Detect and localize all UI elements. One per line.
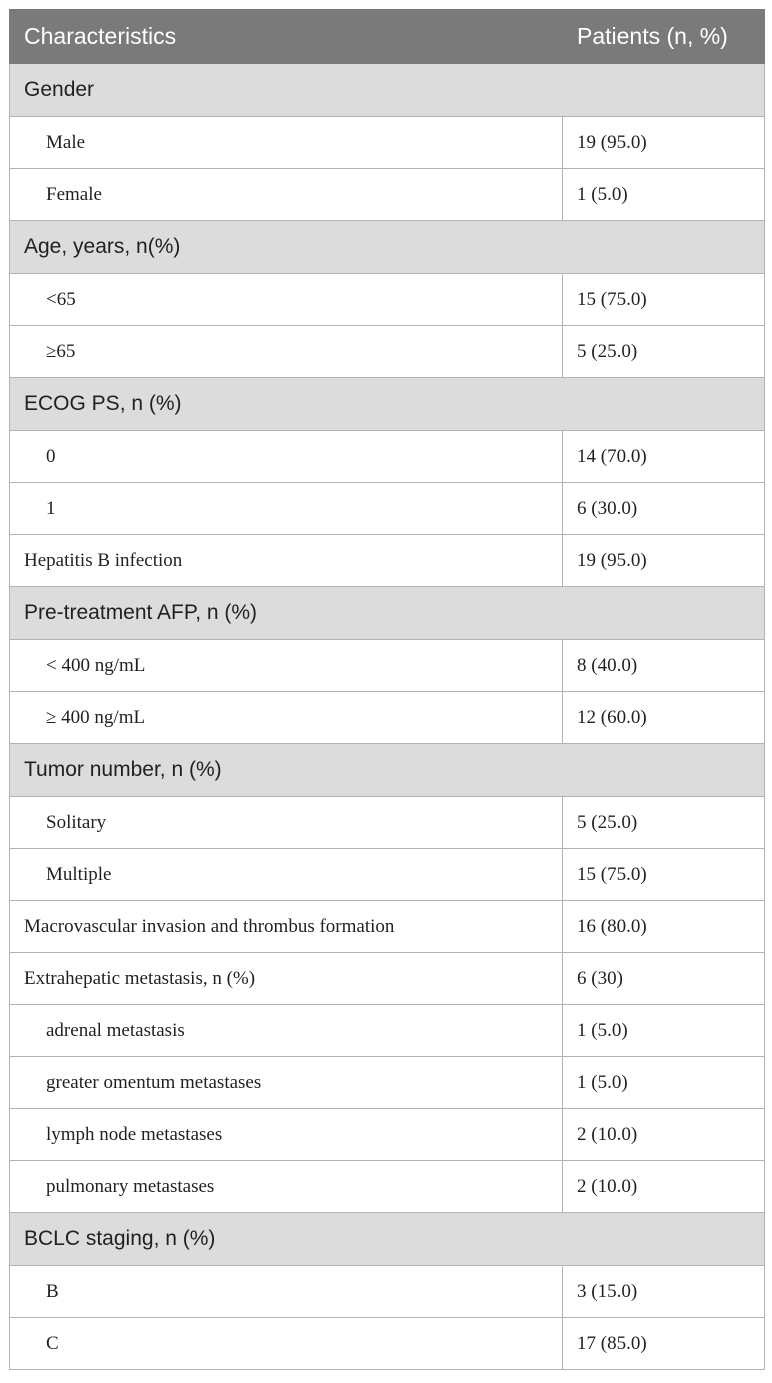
table-row [10, 1109, 765, 1161]
row-label: Macrovascular invasion and thrombus formation [10, 901, 563, 953]
row-label: < 400 ng/mL [10, 640, 563, 692]
table-row [10, 535, 765, 587]
row-label: greater omentum metastases [10, 1057, 563, 1109]
row-value: 2 (10.0) [563, 1109, 765, 1161]
row-value: 6 (30) [563, 953, 765, 1005]
table-row [10, 797, 765, 849]
table-row [10, 1161, 765, 1213]
table-row [10, 169, 765, 221]
table-row [10, 692, 765, 744]
group-header-row [10, 1213, 765, 1266]
header-patients: Patients (n, %) [563, 10, 765, 64]
row-label: Male [10, 117, 563, 169]
table-row [10, 901, 765, 953]
row-value: 5 (25.0) [563, 326, 765, 378]
table-row [10, 1057, 765, 1109]
table-row [10, 849, 765, 901]
row-value: 1 (5.0) [563, 169, 765, 221]
row-value: 19 (95.0) [563, 117, 765, 169]
group-header-row [10, 744, 765, 797]
row-label: Extrahepatic metastasis, n (%) [10, 953, 563, 1005]
row-label: pulmonary metastases [10, 1161, 563, 1213]
table-row [10, 953, 765, 1005]
row-value: 8 (40.0) [563, 640, 765, 692]
row-label: adrenal metastasis [10, 1005, 563, 1057]
row-value: 3 (15.0) [563, 1266, 765, 1318]
header-characteristics: Characteristics [10, 10, 563, 64]
row-label: Hepatitis B infection [10, 535, 563, 587]
row-value: 12 (60.0) [563, 692, 765, 744]
table-row [10, 274, 765, 326]
row-value: 17 (85.0) [563, 1318, 765, 1370]
group-header-row [10, 378, 765, 431]
group-header-row [10, 587, 765, 640]
group-label: Gender [10, 64, 765, 117]
row-value: 15 (75.0) [563, 274, 765, 326]
row-value: 1 (5.0) [563, 1005, 765, 1057]
group-header-row [10, 221, 765, 274]
table-header-row [10, 10, 765, 64]
row-label: ≥ 400 ng/mL [10, 692, 563, 744]
group-label: Pre-treatment AFP, n (%) [10, 587, 765, 640]
row-value: 6 (30.0) [563, 483, 765, 535]
table-row [10, 1005, 765, 1057]
row-label: 1 [10, 483, 563, 535]
group-label: BCLC staging, n (%) [10, 1213, 765, 1266]
row-label: Female [10, 169, 563, 221]
row-label: 0 [10, 431, 563, 483]
row-value: 15 (75.0) [563, 849, 765, 901]
group-label: Age, years, n(%) [10, 221, 765, 274]
row-value: 1 (5.0) [563, 1057, 765, 1109]
table-row [10, 1266, 765, 1318]
row-label: ≥65 [10, 326, 563, 378]
row-value: 14 (70.0) [563, 431, 765, 483]
table-row [10, 117, 765, 169]
row-label: Solitary [10, 797, 563, 849]
row-value: 2 (10.0) [563, 1161, 765, 1213]
table-row [10, 431, 765, 483]
row-label: Multiple [10, 849, 563, 901]
table-row [10, 326, 765, 378]
row-label: C [10, 1318, 563, 1370]
table-row [10, 1318, 765, 1370]
row-value: 19 (95.0) [563, 535, 765, 587]
group-header-row [10, 64, 765, 117]
row-value: 16 (80.0) [563, 901, 765, 953]
group-label: Tumor number, n (%) [10, 744, 765, 797]
group-label: ECOG PS, n (%) [10, 378, 765, 431]
characteristics-table [9, 9, 765, 1370]
row-label: <65 [10, 274, 563, 326]
row-label: lymph node metastases [10, 1109, 563, 1161]
row-label: B [10, 1266, 563, 1318]
row-value: 5 (25.0) [563, 797, 765, 849]
table-body [10, 64, 765, 1370]
table-row [10, 640, 765, 692]
table-row [10, 483, 765, 535]
